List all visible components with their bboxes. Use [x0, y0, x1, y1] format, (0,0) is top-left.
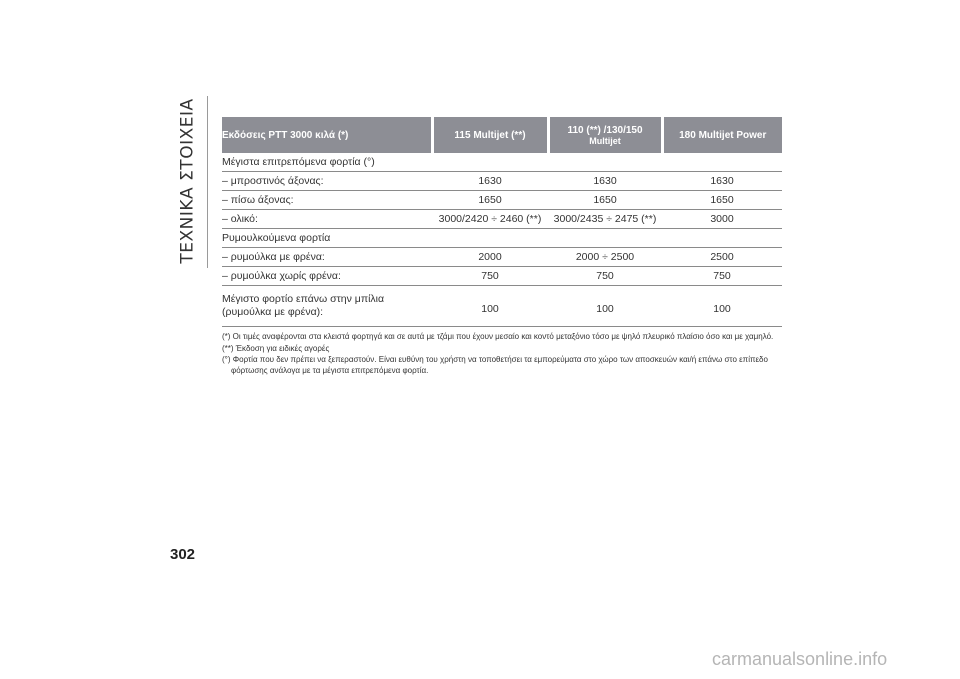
cell-value: 100	[432, 286, 548, 327]
weights-table	[222, 117, 782, 327]
row-label: Ρυμουλκούμενα φορτία	[222, 229, 782, 248]
header-115-multijet: 115 Multijet (**)	[432, 117, 548, 153]
page-number: 302	[170, 546, 196, 563]
table-row-front-axle	[222, 172, 782, 191]
section-side-title	[168, 96, 208, 266]
cell-value: 3000	[662, 210, 782, 229]
cell-value: 2000 ÷ 2500	[548, 248, 662, 267]
cell-value: 2500	[662, 248, 782, 267]
header-110-main: 110 (**) /130/150	[567, 124, 643, 136]
table-row-unbraked-trailer	[222, 267, 782, 286]
row-label: – πίσω άξονας:	[222, 191, 432, 210]
cell-value: 1630	[662, 172, 782, 191]
cell-value: 3000/2420 ÷ 2460 (**)	[432, 210, 548, 229]
footnote-special-markets: (**) Έκδοση για ειδικές αγορές	[222, 343, 330, 353]
cell-value: 1650	[662, 191, 782, 210]
header-180-multijet-power: 180 Multijet Power	[662, 117, 782, 153]
row-label: – μπροστινός άξονας:	[222, 172, 432, 191]
table-row-total	[222, 210, 782, 229]
row-label: Μέγιστο φορτίο επάνω στην μπίλια (ρυμούλκα με φρένα):	[222, 286, 432, 327]
cell-value: 1650	[548, 191, 662, 210]
footnote-versions: (*) Οι τιμές αναφέρονται στα κλειστά φορτηγά και σε αυτά με τζάμι που έχουν μεσαίο και κοντό μεταξόνιο τόσο με ψηλό πλευρικό πλαίσιο όσο και με χαμηλό.	[222, 332, 774, 341]
row-label: – ρυμούλκα με φρένα:	[222, 248, 432, 267]
cell-value: 750	[548, 267, 662, 286]
table-row-braked-trailer	[222, 248, 782, 267]
cell-value: 2000	[432, 248, 548, 267]
footnotes	[222, 332, 782, 377]
header-versions: Εκδόσεις PTT 3000 κιλά (*)	[222, 117, 432, 153]
table-header	[222, 117, 782, 153]
table-row-towable-loads	[222, 229, 782, 248]
table-row-rear-axle	[222, 191, 782, 210]
row-label: – ολικό:	[222, 210, 432, 229]
table-row-towball-load	[222, 286, 782, 327]
cell-value: 1650	[432, 191, 548, 210]
row-label: – ρυμούλκα χωρίς φρένα:	[222, 267, 432, 286]
cell-value: 750	[662, 267, 782, 286]
cell-value: 1630	[432, 172, 548, 191]
header-110-sub: Multijet	[589, 135, 621, 146]
section-title-text: ΤΕΧΝΙΚΑ ΣΤΟΙΧΕΙΑ	[178, 98, 199, 264]
cell-value: 100	[662, 286, 782, 327]
cell-value: 1630	[548, 172, 662, 191]
cell-value: 100	[548, 286, 662, 327]
table-row-max-loads	[222, 153, 782, 172]
header-row	[222, 117, 782, 153]
footnote-max-loads: (°) Φορτία που δεν πρέπει να ξεπεραστούν. Είναι ευθύνη του χρήστη να τοποθετήσει τα εμπορεύματα στο χώρο των αποσκευών και/ή επάνω στο επίπεδο φόρτωσης ανάλογα με τα μέγιστα επιτρεπόμενα φορτία.	[222, 355, 768, 375]
watermark: carmanualsonline.info	[712, 649, 888, 669]
header-110-130-150-multijet	[548, 117, 662, 153]
cell-value: 3000/2435 ÷ 2475 (**)	[548, 210, 662, 229]
row-label: Μέγιστα επιτρεπόμενα φορτία (°)	[222, 153, 782, 172]
cell-value: 750	[432, 267, 548, 286]
side-divider	[207, 96, 208, 268]
